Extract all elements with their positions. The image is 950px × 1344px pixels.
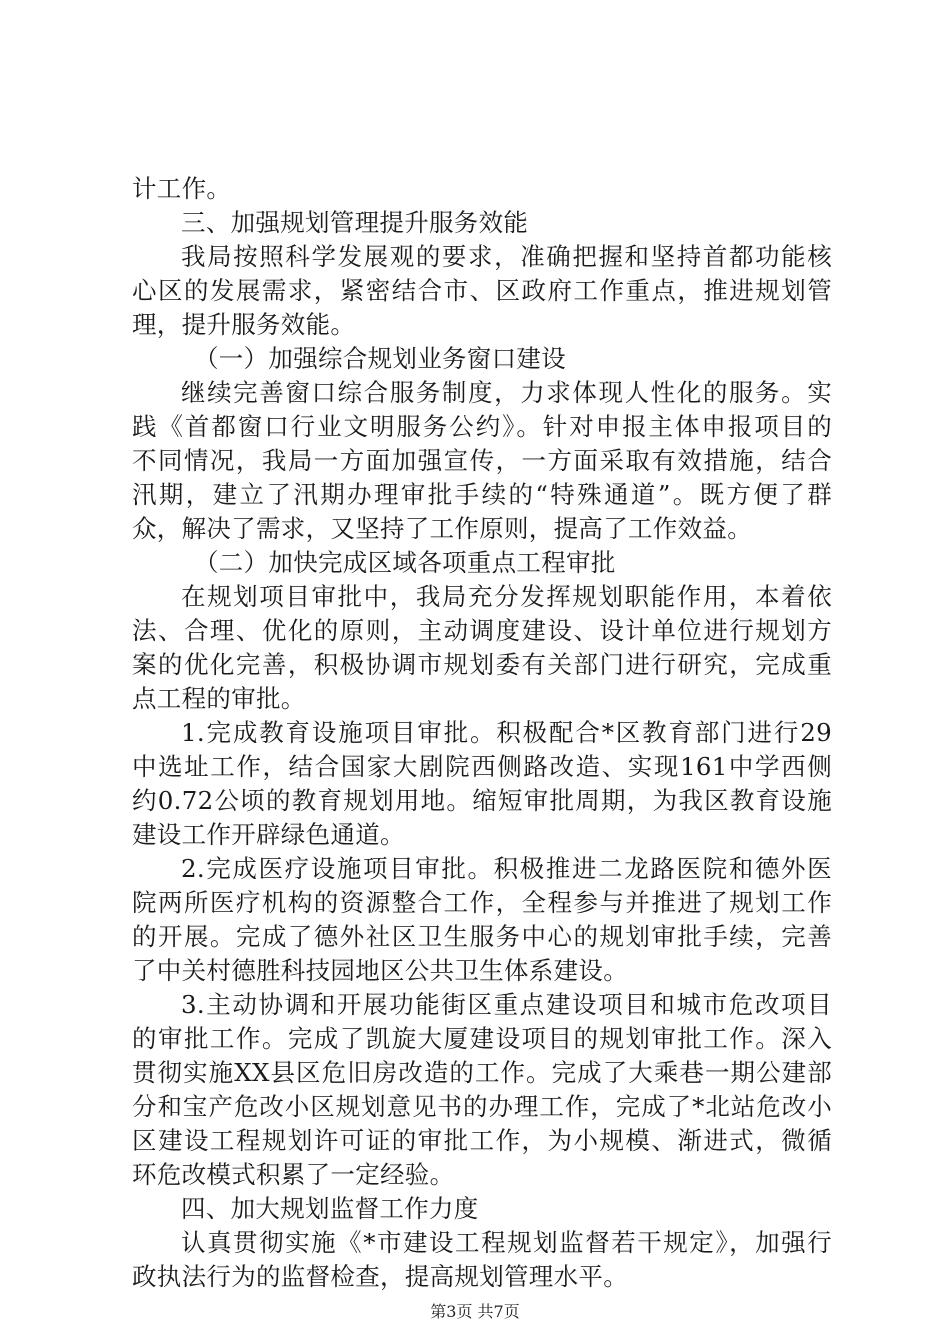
- text-line: 在规划项目审批中，我局充分发挥规划职能作用，本着依: [181, 582, 832, 611]
- text-line: 分和宝产危改小区规划意见书的办理工作，完成了*北站危改小: [132, 1092, 832, 1121]
- text-line: 环危改模式积累了一定经验。: [132, 1160, 455, 1189]
- text-line: 的开展。完成了德外社区卫生服务中心的规划审批手续，完善: [132, 922, 832, 951]
- text-line: 继续完善窗口综合服务制度，力求体现人性化的服务。实: [181, 378, 832, 407]
- subsection-heading: （一）加强综合规划业务窗口建设: [194, 344, 566, 373]
- text-line: 2.完成医疗设施项目审批。积极推进二龙路医院和德外医: [181, 854, 832, 883]
- text-line: 心区的发展需求，紧密结合市、区政府工作重点，推进规划管: [132, 276, 832, 305]
- subsection-heading: （二）加快完成区域各项重点工程审批: [194, 548, 616, 577]
- text-line: 建设工作开辟绿色通道。: [132, 820, 405, 849]
- text-line: 案的优化完善，积极协调市规划委有关部门进行研究，完成重: [132, 650, 832, 679]
- text-line: 3.主动协调和开展功能街区重点建设项目和城市危改项目: [181, 990, 832, 1019]
- section-heading: 三、加强规划管理提升服务效能: [181, 208, 529, 237]
- text-line: 汛期，建立了汛期办理审批手续的“特殊通道”。既方便了群: [132, 480, 832, 509]
- text-line: 约0.72公顷的教育规划用地。缩短审批周期，为我区教育设施: [132, 786, 832, 815]
- section-heading: 四、加大规划监督工作力度: [181, 1194, 479, 1223]
- text-line: 中选址工作，结合国家大剧院西侧路改造、实现161中学西侧: [132, 752, 832, 781]
- text-line: 区建设工程规划许可证的审批工作，为小规模、渐进式，微循: [132, 1126, 832, 1155]
- text-line: 我局按照科学发展观的要求，准确把握和坚持首都功能核: [181, 242, 832, 271]
- text-line: 点工程的审批。: [132, 684, 306, 713]
- text-line: 法、合理、优化的原则，主动调度建设、设计单位进行规划方: [132, 616, 832, 645]
- text-line: 政执法行为的监督检查，提高规划管理水平。: [132, 1262, 628, 1291]
- text-line: 践《首都窗口行业文明服务公约》。针对申报主体申报项目的: [132, 412, 832, 441]
- text-line: 的审批工作。完成了凯旋大厦建设项目的规划审批工作。深入: [132, 1024, 832, 1053]
- text-line: 院两所医疗机构的资源整合工作，全程参与并推进了规划工作: [132, 888, 832, 917]
- text-line: 理，提升服务效能。: [132, 310, 356, 339]
- text-line: 众，解决了需求，又坚持了工作原则，提高了工作效益。: [132, 514, 752, 543]
- text-line: 不同情况，我局一方面加强宣传，一方面采取有效措施，结合: [132, 446, 832, 475]
- text-line: 了中关村德胜科技园地区公共卫生体系建设。: [132, 956, 628, 985]
- text-line: 认真贯彻实施《*市建设工程规划监督若干规定》，加强行: [181, 1228, 832, 1257]
- page-number-footer: 第3页 共7页: [430, 1302, 520, 1321]
- text-line: 贯彻实施XX县区危旧房改造的工作。完成了大乘巷一期公建部: [132, 1058, 832, 1087]
- text-line: 1.完成教育设施项目审批。积极配合*区教育部门进行29: [181, 718, 832, 747]
- text-line: 计工作。: [132, 174, 232, 203]
